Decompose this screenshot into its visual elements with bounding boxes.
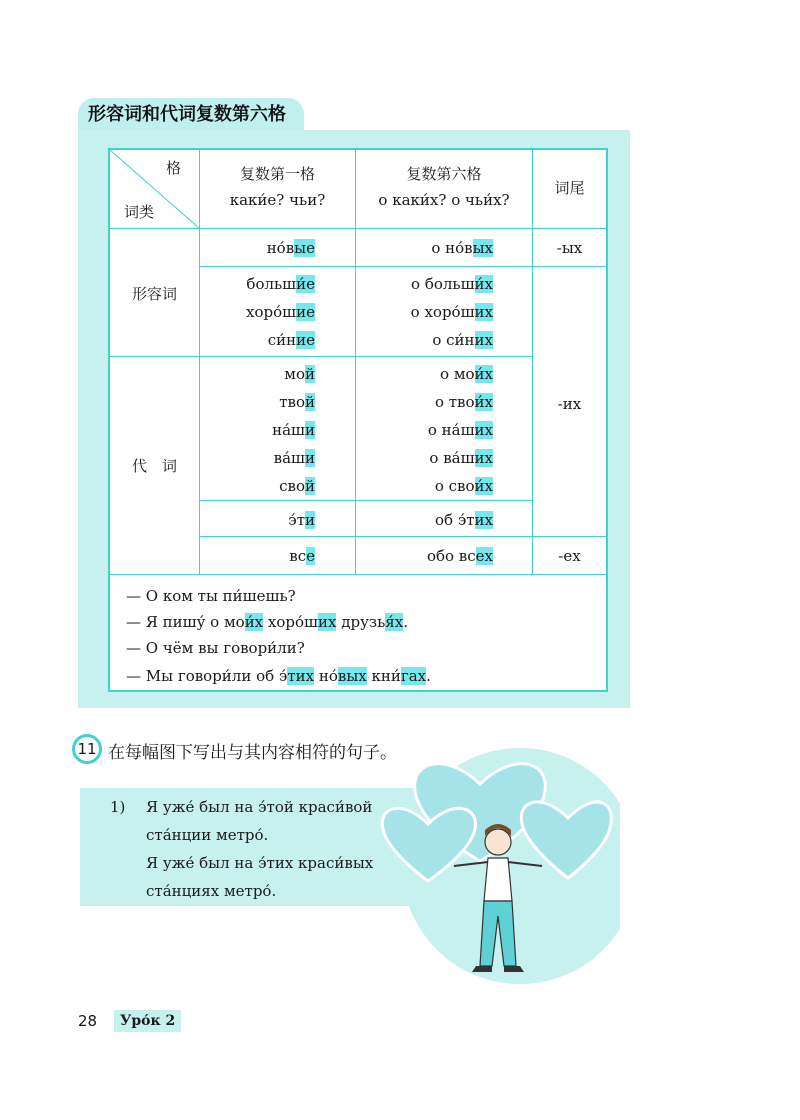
grammar-table (108, 148, 608, 692)
exercise-sentence: Я уже́ был на э́той краси́вой (146, 798, 373, 816)
exercise-sentence: ста́нции метро́. (146, 826, 269, 844)
dialogue-line: — О ком ты пи́шешь? (126, 587, 296, 605)
nom-row: больши́е (246, 275, 315, 293)
corner-case-label: 格 (166, 159, 182, 177)
prep-row: о на́ших (427, 421, 493, 439)
nom-row: твой (279, 393, 315, 411)
ending-yh: -ых (556, 239, 583, 257)
dialogue-line: — Мы говори́ли об э́тих но́вых кни́гах. (126, 667, 431, 685)
nom-row: мой (284, 365, 315, 383)
prep-row: о свои́х (434, 477, 493, 495)
nom-row: хоро́шие (246, 303, 315, 321)
exercise-sentence: ста́нциях метро́. (146, 882, 277, 900)
nom-row: все (289, 547, 315, 565)
prep-row: о си́них (432, 331, 493, 349)
nom-row: ва́ши (273, 449, 315, 467)
prep-row: обо всех (426, 547, 493, 565)
nom-row: на́ши (272, 421, 315, 439)
corner-category-label: 词类 (124, 203, 155, 221)
lesson-badge: Уро́к 2 (114, 1010, 181, 1032)
table-hline (110, 356, 532, 357)
table-hline (532, 266, 606, 267)
prep-row: об э́тих (435, 511, 493, 529)
ending-ekh: -ех (558, 547, 581, 565)
page-number: 28 (78, 1012, 98, 1030)
boy-with-hearts-illustration (380, 726, 620, 1026)
col1-title: 复数第一格 (239, 165, 315, 183)
exercise-instruction: 在每幅图下写出与其内容相符的句子。 (108, 743, 397, 763)
prep-row: о больши́х (411, 275, 493, 293)
prep-row: о твои́х (434, 393, 493, 411)
category-pronoun: 代 词 (131, 457, 177, 475)
nom-row: си́ние (267, 331, 315, 349)
col3-title: 词尾 (554, 179, 585, 197)
table-vline (355, 150, 356, 574)
table-hline (110, 574, 606, 575)
section-title: 形容词和代词复数第六格 (78, 98, 304, 132)
prep-row: о но́вых (431, 239, 493, 257)
prep-row: о ва́ших (429, 449, 493, 467)
col1-question: каки́е? чьи? (229, 191, 326, 209)
table-hline (199, 500, 532, 501)
prep-row: о мои́х (440, 365, 493, 383)
exercise-sentence: Я уже́ был на э́тих краси́вых (146, 854, 374, 872)
prep-row: о хоро́ших (410, 303, 493, 321)
col2-title: 复数第六格 (406, 165, 482, 183)
nom-row: свой (279, 477, 315, 495)
table-vline (532, 150, 533, 574)
dialogue-line: — О чём вы говори́ли? (126, 639, 305, 657)
nom-row: но́вые (266, 239, 315, 257)
nom-row: э́ти (288, 511, 315, 529)
exercise-number: 11 (72, 734, 102, 764)
dialogue-line: — Я пишу́ о мои́х хоро́ших друзья́х. (126, 613, 408, 631)
exercise-item-number: 1) (110, 798, 126, 816)
category-adjective: 形容词 (131, 285, 177, 303)
ending-ikh: -их (557, 395, 582, 413)
col2-question: о каки́х? о чьи́х? (378, 191, 510, 209)
table-hline (199, 266, 532, 267)
table-hline (199, 536, 606, 537)
